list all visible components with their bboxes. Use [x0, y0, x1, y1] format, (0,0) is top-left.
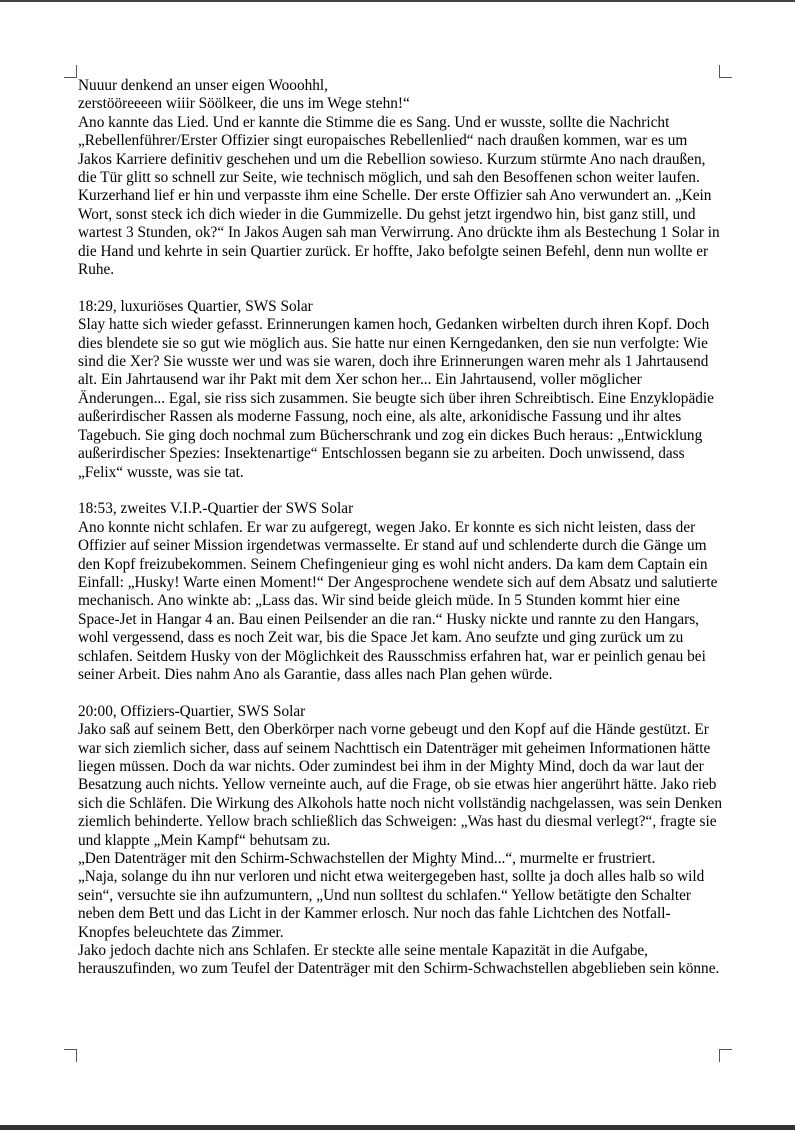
paragraph: zerstööreeeen wiiir Söölkeer, die uns im Wege stehn!“: [78, 95, 410, 113]
crop-mark-bottom-right: [719, 1049, 732, 1062]
section-heading: 18:29, luxuriöses Quartier, SWS Solar: [78, 297, 313, 315]
paragraph: Ano konnte nicht schlafen. Er war zu aufgeregt, wegen Jako. Er konnte es sich nicht leisten, dass der Offizier auf seiner Mission irgendetwas vermasselte. Er stand auf und schlenderte durch die Gänge um den Kopf freizubekommen. Seinem Chefingenieur ging es wohl nicht anders. Da kam dem Captain ein Einfall: „Husky! Warte einen Moment!“ Der Angesprochene wendete sich auf dem Absatz und salutierte mechanisch. Ano winkte ab: „Lass das. Wir sind beide gleich müde. In 5 Stunden kommt hier eine Space-Jet in Hangar 4 an. Bau einen Peilsender an die ran.“ Husky nickte und rannte zu den Hangars, wohl vergessend, dass es noch Zeit war, bis die Space Jet kam. Ano seufzte und ging zurück um zu schlafen. Seitdem Husky von der Möglichkeit des Rausschmiss erfahren hat, war er peinlich genau bei seiner Arbeit. Dies nahm Ano als Garantie, dass alles nach Plan gehen würde.: [78, 518, 718, 683]
page-bottom-border: [0, 1125, 795, 1130]
paragraph: Slay hatte sich wieder gefasst. Erinnerungen kamen hoch, Gedanken wirbelten durch ihren Kopf. Doch dies blendete sie so gut wie möglich aus. Sie hatte nur einen Kerngedanken, den sie nun verfolgte: Wie sind die Xer? Sie wusste wer und was sie waren, doch ihre Erinnerungen waren mehr als 1 Jahrtausend alt. Ein Jahrtausend war ihr Pakt mit dem Xer schon her... Ein Jahrtausend, voller möglicher Änderungen... Egal, sie riss sich zusammen. Sie beugte sich über ihren Schreibtisch. Eine Enzyklopädie außerirdischer Rassen als moderne Fassung, noch eine, als alte, arkonidische Fassung und ihr altes Tagebuch. Sie ging doch nochmal zum Bücherschrank und zog ein dickes Buch heraus: „Entwicklung außerirdischer Spezies: Insektenartige“ Entschlossen begann sie zu arbeiten. Doch unwissend, dass „Felix“ wusste, was sie tat.: [78, 316, 714, 481]
paragraph: Ano kannte das Lied. Und er kannte die Stimme die es Sang. Und er wusste, sollte die Nachricht „Rebellenführer/Erster Offizier singt europaisches Rebellenlied“ nach draußen kommen, war es um Jakos Karriere definitiv geschehen und um die Rebellion sowieso. Kurzum stürmte Ano nach draußen, die Tür glitt so schnell zur Seite, wie technisch möglich, und sah den Besoffenen schon weiter laufen. Kurzerhand lief er hin und verpasste ihm eine Schelle. Der erste Offizier sah Ano verwundert an. „Kein Wort, sonst steck ich dich wieder in die Gummizelle. Du gehst jetzt irgendwo hin, bist ganz still, und wartest 3 Stunden, ok?“ In Jakos Augen sah man Verwirrung. Ano drückte ihm als Bestechung 1 Solar in die Hand und kehrte in sein Quartier zurück. Er hoffte, Jako befolgte seinen Befehl, denn nun wollte er Ruhe.: [78, 113, 720, 279]
paragraph-gap: [78, 684, 722, 702]
paragraph-gap: [78, 482, 722, 500]
paragraph: Nuuur denkend an unser eigen Wooohhl,: [78, 77, 328, 94]
paragraph: „Den Datenträger mit den Schirm-Schwachstellen der Mighty Mind...“, murmelte er frustriert.: [78, 850, 656, 868]
crop-mark-top-left: [64, 65, 77, 78]
paragraph-gap: [78, 279, 722, 297]
crop-mark-bottom-left: [64, 1049, 77, 1062]
paragraph: Jako jedoch dachte nich ans Schlafen. Er steckte alle seine mentale Kapazität in die Aufgabe, herauszufinden, wo zum Teufel der Datenträger mit den Schirm-Schwachstellen abgeblieben sein könne.: [78, 942, 720, 978]
section-heading: 20:00, Offiziers-Quartier, SWS Solar: [78, 702, 306, 720]
paragraph: „Naja, solange du ihn nur verloren und nicht etwa weitergegeben hast, sollte ja doch alles halb so wild sein“, versuchte sie ihn aufzumuntern, „Und nun solltest du schlafen.“ Yellow betätigte den Schalter neben dem Bett und das Licht in der Kammer erlosch. Nur noch das fahle Lichtchen des Notfall-Knopfes beleuchtete das Zimmer.: [78, 868, 705, 941]
paragraph: Jako saß auf seinem Bett, den Oberkörper nach vorne gebeugt und den Kopf auf die Hände gestützt. Er war sich ziemlich sicher, dass auf seinem Nachttisch ein Datenträger mit geheimen Informationen hätte liegen müssen. Doch da war nichts. Oder zumindest bei ihm in der Mighty Mind, doch da war laut der Besatzung auch nichts. Yellow verneinte auch, auf die Frage, ob sie etwas hier angerührt hätte. Jako rieb sich die Schläfen. Die Wirkung des Alkohols hatte noch nicht vollständig nachgelassen, was sein Denken ziemlich behinderte. Yellow brach schließlich das Schweigen: „Was hast du diesmal verlegt?“, fragte sie und klappte „Mein Kampf“ behutsam zu.: [78, 721, 722, 849]
document-body: [78, 77, 722, 979]
section-heading: 18:53, zweites V.I.P.-Quartier der SWS Solar: [78, 500, 354, 518]
page-top-border: [0, 0, 795, 2]
